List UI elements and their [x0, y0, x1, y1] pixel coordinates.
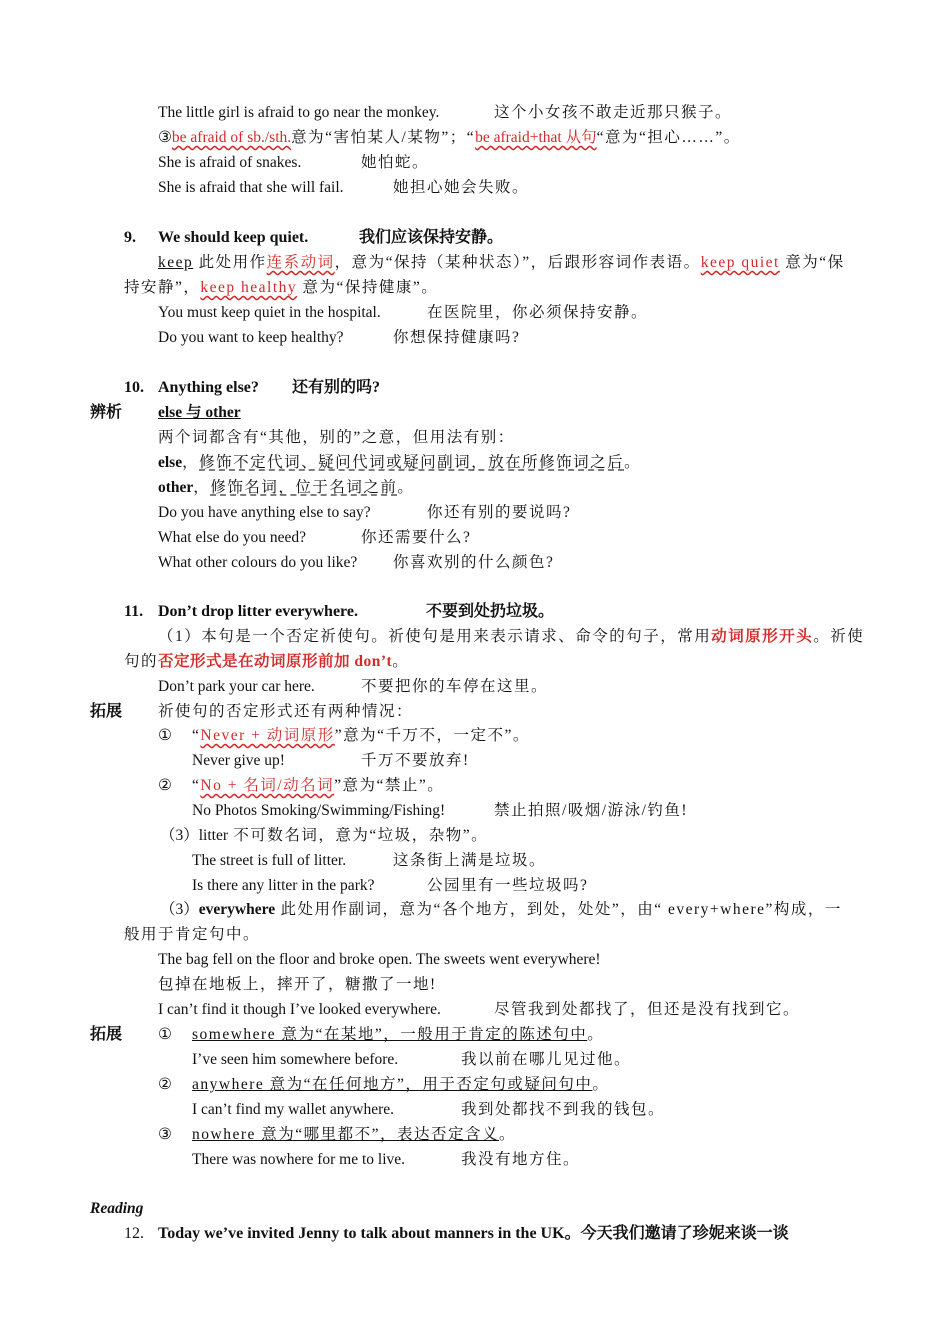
example-sentence: She is afraid of snakes.: [158, 154, 302, 171]
keyword: else: [158, 454, 183, 471]
keyword: everywhere: [198, 901, 276, 918]
example-sentence: The street is full of litter.: [192, 852, 347, 869]
example-sentence: I can’t find it though I’ve looked everywhere.: [158, 1001, 441, 1018]
example-sentence: There was nowhere for me to live.: [192, 1151, 406, 1168]
heading-chinese: 我们应该保持安静。: [359, 229, 504, 246]
note-text: 。: [587, 1026, 605, 1043]
note-text: 意为“保: [779, 254, 845, 271]
chinese-translation: 你喜欢别的什么颜色?: [393, 554, 555, 571]
heading-number: 12.: [124, 1225, 144, 1242]
section-title: Reading: [90, 1200, 144, 1217]
example-sentence: What other colours do you like?: [158, 554, 358, 571]
heading-english: Anything else?: [158, 379, 259, 396]
heading-sentence: [158, 1224, 789, 1244]
section-tag: 拓展: [90, 703, 123, 720]
chinese-translation: 禁止拍照/吸烟/游泳/钓鱼!: [494, 802, 689, 819]
explanation: 两个词都含有“其他，别的”之意，但用法有别：: [158, 429, 515, 446]
keyword: else: [158, 404, 183, 421]
explanation: [124, 652, 409, 672]
example-sentence: The bag fell on the floor and broke open. The sweets went everywhere!: [158, 951, 601, 968]
heading-english: Don’t drop litter everywhere.: [158, 603, 358, 620]
chinese-translation: 你还需要什么?: [361, 529, 472, 546]
phrase-highlight: Never + 动词原形: [200, 727, 335, 744]
item-number: ③: [158, 1126, 172, 1143]
rule-text: somewhere 意为“在某地”，一般用于肯定的陈述句中: [192, 1026, 588, 1043]
note-text: （3）: [160, 901, 199, 918]
explanation: [192, 776, 444, 796]
example-sentence: Never give up!: [192, 752, 285, 769]
phrase-highlight: be afraid+that 从句: [475, 129, 597, 146]
example-sentence: What else do you need?: [158, 529, 307, 546]
explanation: [124, 278, 438, 298]
key-rule: 动词原形开头: [711, 628, 814, 645]
heading-number: 11.: [124, 603, 144, 620]
keyword: other: [158, 479, 194, 496]
comparison-title: [158, 403, 241, 423]
chinese-translation: 在医院里，你必须保持安静。: [427, 304, 649, 321]
note-text: ，: [193, 479, 211, 496]
example-sentence: She is afraid that she will fail.: [158, 179, 344, 196]
note-text: “: [192, 727, 201, 744]
chinese-translation: 我没有地方住。: [461, 1151, 581, 1168]
note-text: 与: [182, 404, 206, 421]
chinese-translation: 这个小女孩不敢走近那只猴子。: [494, 104, 733, 121]
item-number: ②: [158, 1076, 172, 1093]
note-text: 。: [624, 454, 642, 471]
phrase-highlight: be afraid of sb./sth.: [171, 129, 292, 146]
rule-text: nowhere 意为“哪里都不”，表达否定含义: [192, 1126, 499, 1143]
keyword: keep: [158, 254, 194, 271]
heading-chinese: 不要到处扔垃圾。: [426, 603, 555, 620]
note-text: ”意为“千万不，一定不”。: [334, 727, 530, 744]
example-sentence: Do you want to keep healthy?: [158, 329, 344, 346]
item-number: ①: [158, 1026, 172, 1043]
note-text: ，: [182, 454, 200, 471]
example-sentence: No Photos Smoking/Swimming/Fishing!: [192, 802, 446, 819]
example-sentence: Don’t park your car here.: [158, 678, 315, 695]
note-text: （1）本句是一个否定祈使句。祈使句是用来表示请求、命令的句子，常用: [158, 628, 712, 645]
explanation: [160, 826, 488, 846]
chinese-translation: 千万不要放弃!: [361, 752, 470, 769]
item-heading: [124, 228, 136, 248]
note-text: 不可数名词，意为“垃圾，杂物”。: [228, 827, 489, 844]
note-text: 持安静”，: [124, 279, 201, 296]
heading-english: We should keep quiet.: [158, 229, 309, 246]
chinese-translation: 她担心她会失败。: [393, 179, 530, 196]
explanation: [192, 1025, 604, 1045]
explanation: [192, 1125, 516, 1145]
note-text: 。: [392, 653, 410, 670]
example-sentence: Is there any litter in the park?: [192, 877, 375, 894]
example-sentence: [158, 103, 439, 123]
heading-chinese: 。今天我们邀请了珍妮来谈一谈: [564, 1225, 789, 1242]
phrase-highlight: keep quiet: [700, 254, 780, 271]
note-text: 此处用作副词，意为“各个地方，到处，处处”，由“ every+where”构成，一: [275, 901, 842, 918]
note-text: ”意为“禁止”。: [334, 777, 445, 794]
note-text: 。: [397, 479, 415, 496]
chinese-translation: 公园里有一些垃圾吗?: [427, 877, 589, 894]
note-text: 句的: [124, 653, 159, 670]
explanation: 般用于肯定句中。: [124, 926, 261, 943]
note-text: ，意为“保持（某种状态）”，后跟形容词作表语。: [334, 254, 701, 271]
explanation: [192, 726, 530, 746]
heading-english: Today we’ve invited Jenny to talk about manners in the UK: [158, 1225, 565, 1242]
rule-text: 修饰不定代词、疑问代词或疑问副词，放在所修饰词之后: [199, 454, 625, 471]
explanation: [158, 627, 864, 647]
key-rule: 否定形式是在动词原形前加 don’t: [158, 653, 393, 670]
chinese-translation: 我到处都找不到我的钱包。: [461, 1101, 666, 1118]
note-text: 意为“保持健康”。: [297, 279, 439, 296]
heading-number: 9.: [124, 229, 136, 246]
explanation: [158, 453, 641, 473]
note-text: 。: [592, 1076, 610, 1093]
item-number: ①: [158, 727, 172, 744]
explanation: 祈使句的否定形式还有两种情况：: [158, 703, 414, 720]
chinese-translation: 包掉在地板上，摔开了，糖撒了一地!: [158, 976, 437, 993]
example-sentence: I can’t find my wallet anywhere.: [192, 1101, 394, 1118]
item-number: ②: [158, 777, 172, 794]
note-text: “: [192, 777, 201, 794]
keyword: other: [205, 404, 241, 421]
note-text: （3）litter: [160, 827, 229, 844]
example-sentence: I’ve seen him somewhere before.: [192, 1051, 399, 1068]
heading-chinese: 还有别的吗?: [292, 379, 381, 396]
phrase-highlight: 连系动词: [266, 254, 335, 271]
english-text: The little girl is afraid to go near the monkey.: [158, 104, 440, 121]
phrase-highlight: No + 名词/动名词: [200, 777, 335, 794]
item-number: ③: [158, 129, 172, 146]
note-text: “意为“担心……”。: [596, 129, 741, 146]
explanation: [192, 1075, 609, 1095]
section-tag: 拓展: [90, 1026, 123, 1043]
chinese-translation: 不要把你的车停在这里。: [361, 678, 549, 695]
chinese-translation: 这条街上满是垃圾。: [393, 852, 547, 869]
note-text: 。祈使: [813, 628, 865, 645]
chinese-translation: 我以前在哪儿见过他。: [461, 1051, 632, 1068]
explanation: [158, 478, 414, 498]
chinese-translation: 她怕蛇。: [361, 154, 430, 171]
note-text: 此处用作: [193, 254, 267, 271]
section-tag: 辨析: [90, 404, 123, 421]
chinese-translation: 你想保持健康吗?: [393, 329, 521, 346]
note-text: 意为“害怕某人/某物”；“: [291, 129, 476, 146]
example-sentence: You must keep quiet in the hospital.: [158, 304, 381, 321]
chinese-translation: 尽管我到处都找了，但还是没有找到它。: [494, 1001, 801, 1018]
explanation: [158, 253, 845, 273]
chinese-translation: 你还有别的要说吗?: [427, 504, 572, 521]
phrase-highlight: keep healthy: [200, 279, 298, 296]
usage-note: [158, 128, 741, 148]
rule-text: anywhere 意为“在任何地方”，用于否定句或疑问句中: [192, 1076, 593, 1093]
explanation: [160, 900, 842, 920]
note-text: 。: [499, 1126, 517, 1143]
heading-number: 10.: [124, 379, 144, 396]
example-sentence: Do you have anything else to say?: [158, 504, 371, 521]
rule-text: 修饰名词，位于名词之前: [210, 479, 398, 496]
